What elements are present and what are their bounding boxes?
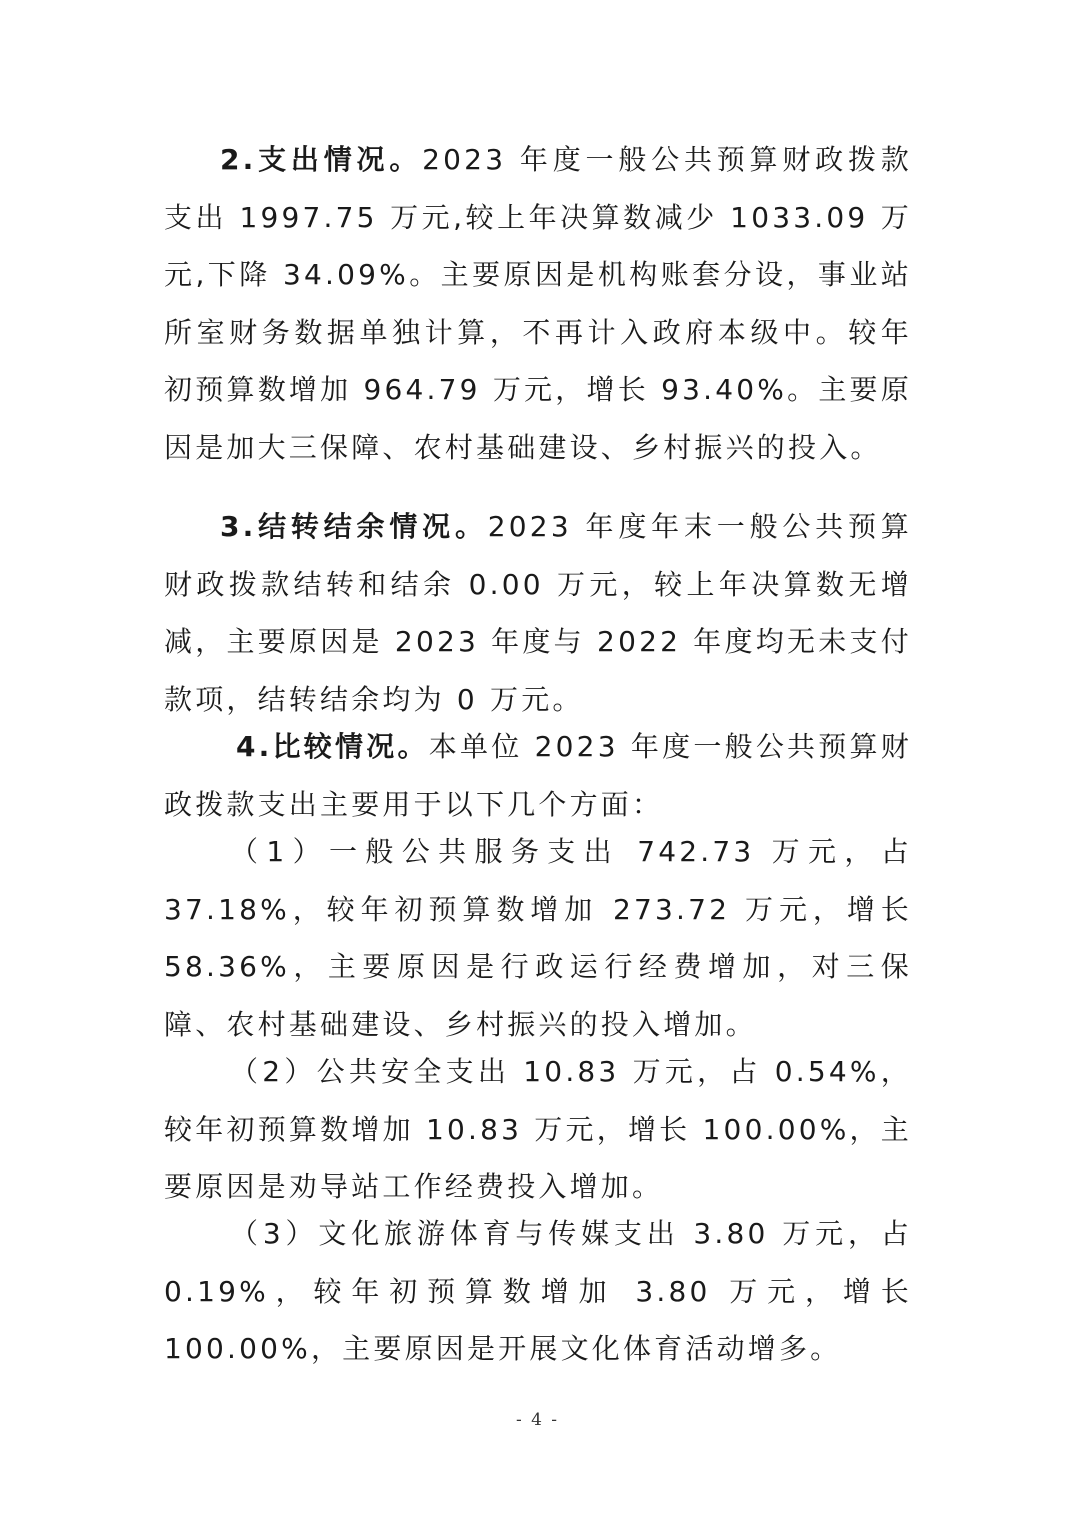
paragraph-body-carryover: 2023 年度年末一般公共预算财政拨款结转和结余 0.00 万元，较上年决算数无增减，主要原因是 2023 年度与 2022 年度均无未支付款项，结转结余均为 0 万元。 — [164, 510, 912, 716]
paragraph-expenditure — [164, 131, 912, 476]
list-item-public-safety: （2）公共安全支出 10.83 万元，占 0.54%，较年初预算数增加 10.83 万元，增长 100.00%，主要原因是劝导站工作经费投入增加。 — [164, 1055, 912, 1203]
paragraph-comparison — [164, 718, 912, 833]
section-heading-comparison: 4.比较情况。 — [236, 730, 429, 763]
paragraph-carryover-balance — [164, 498, 912, 728]
page-number: - 4 - — [515, 1410, 560, 1430]
paragraph-body-comparison: 本单位 2023 年度一般公共预算财政拨款支出主要用于以下几个方面： — [164, 730, 912, 821]
section-heading-expenditure: 2.支出情况。 — [220, 143, 423, 176]
paragraph-body-expenditure: 2023 年度一般公共预算财政拨款支出 1997.75 万元,较上年决算数减少 1033.09 万元,下降 34.09%。主要原因是机构账套分设，事业站所室财务数据单独计算，不再计入政府本级中。较年初预算数增加 964.79 万元，增长 93.40%。主要原因是加大三保障、农村基础建设、乡村振兴的投入。 — [164, 143, 912, 464]
list-item-general-public-services: （1）一般公共服务支出 742.73 万元，占 37.18%，较年初预算数增加 273.72 万元，增长 58.36%，主要原因是行政运行经费增加，对三保障、农村基础建设、乡村振兴的投入增加。 — [164, 835, 912, 1041]
list-item-culture-tourism-sports-media: （3）文化旅游体育与传媒支出 3.80 万元，占 0.19%，较年初预算数增加 3.80 万元，增长 100.00%，主要原因是开展文化体育活动增多。 — [164, 1217, 912, 1365]
section-heading-carryover: 3.结转结余情况。 — [220, 510, 488, 543]
